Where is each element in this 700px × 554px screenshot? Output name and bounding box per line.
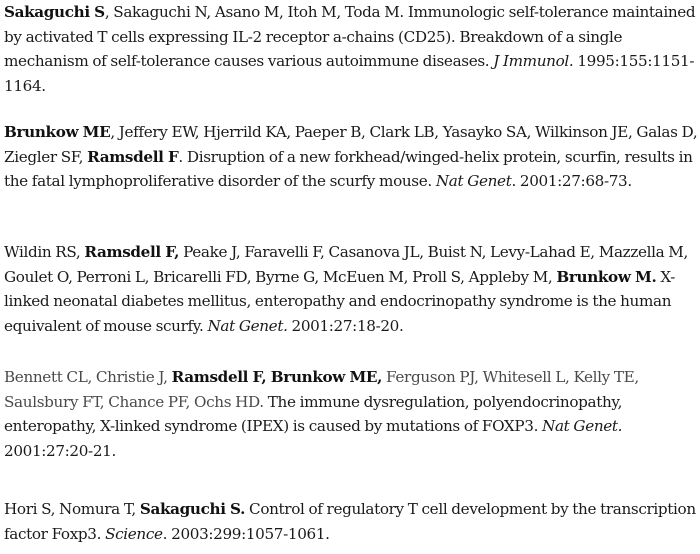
bold-author: Sakaguchi S. [139,500,246,518]
author-list: Bennett CL, Christie J, [4,368,172,386]
citation-details: . 2001:27:68-73. [511,172,632,191]
bold-author: Brunkow ME [4,123,111,141]
bold-author: Ramsdell F [87,147,179,166]
reference-entry [4,0,698,98]
reference-entry [4,120,698,194]
author-list: , Jeffery EW, Hjerrild KA, Paeper B, Clark LB, Yasayko SA, Wilkinson JE, Galas D, Ziegler SF, [4,123,698,166]
reference-entry [4,365,698,463]
reference-entry [4,497,698,546]
author-list: Hori S, Nomura T, [4,500,140,518]
author-list: Ferguson PJ, Whitesell L, Kelly TE, Saulsbury FT, Chance PF, Ochs HD. [4,368,639,411]
citation-details: . 1995:155:1151-1164. [4,52,695,95]
article-title: Control of regulatory T cell development by the transcription factor Foxp3. [4,500,696,543]
article-title: X-linked neonatal diabetes mellitus, enteropathy and endocrinopathy syndrome is the human equivalent of mouse scurfy. [4,267,676,335]
bold-author: Brunkow M. [556,267,657,286]
citation-details: 2001:27:18-20. [287,316,404,335]
journal-name: Nat Genet. [542,417,623,436]
article-title: . Disruption of a new forkhead/winged-helix protein, scurfin, results in the fatal lymphoproliferative disorder of the scurfy mouse. [4,147,693,191]
journal-name: J Immunol [493,52,569,71]
journal-name: Science [105,524,163,543]
article-title: The immune dysregulation, polyendocrinopathy, enteropathy, X-linked syndrome (IPEX) is caused by mutations of FOXP3. [4,392,623,436]
bold-author: Ramsdell F, Brunkow ME, [171,368,383,386]
citation-details: . 2003:299:1057-1061. [162,524,330,543]
author-list: , Sakaguchi N, Asano M, Itoh M, Toda M. [104,3,408,21]
author-list: Peake J, Faravelli F, Casanova JL, Buist N, Levy-Lahad E, Mazzella M, Goulet O, Perroni L, Bricarelli FD, Byrne G, McEuen M, Proll S, Appleby M, [4,243,688,286]
author-list: Wildin RS, [4,243,85,261]
journal-name: Nat Genet [435,172,512,191]
journal-name: Nat Genet. [207,316,288,335]
bold-author: Sakaguchi S [4,3,105,21]
article-title: Immunologic self-tolerance maintained by activated T cells expressing IL-2 receptor a-chains (CD25). Breakdown of a single mechanism of self-tolerance causes various autoimmune diseases. [4,3,696,71]
bold-author: Ramsdell F, [84,243,180,261]
reference-entry [4,240,698,338]
citation-details: 2001:27:20-21. [4,441,116,460]
